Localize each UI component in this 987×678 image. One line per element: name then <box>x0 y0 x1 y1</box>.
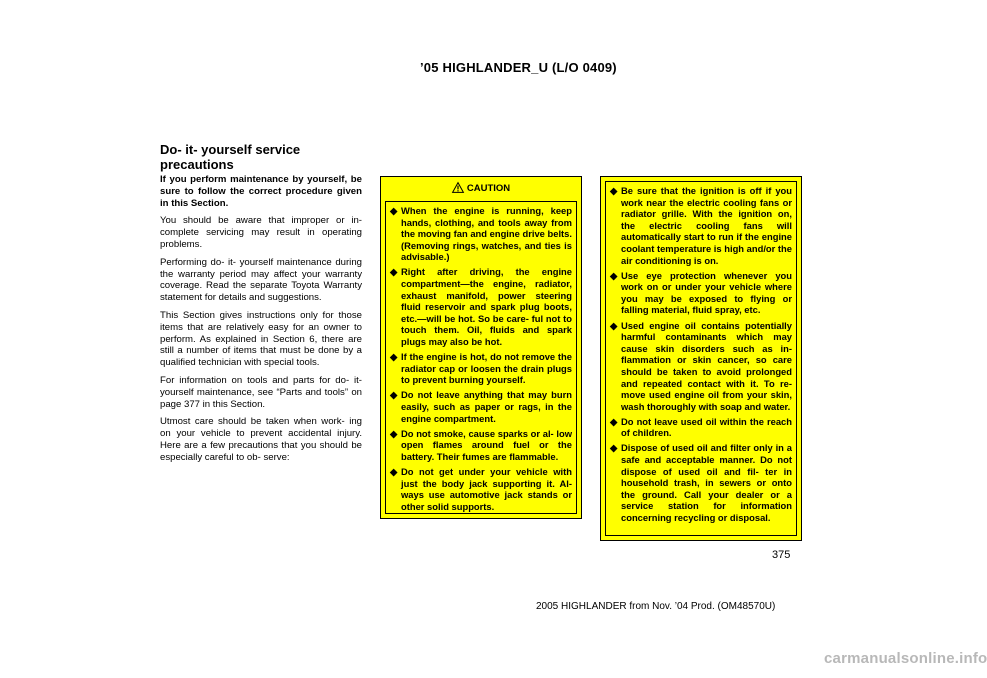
caution-heading <box>381 182 581 194</box>
caution-list <box>385 201 577 514</box>
diamond-bullet-icon: ◆ <box>610 442 618 454</box>
caution-item: ◆ Use eye protection whenever you work on or under your vehicle where you may be exposed to flying or falling material, fluid spray, etc. <box>610 269 792 316</box>
caution-item: ◆ Be sure that the ignition is off if you work near the electric cooling fans or radiator grille. With the ignition on, the electric cooling fans will automatically start to run if the engine coolant temperature is high and/or the air conditioning is on. <box>610 185 792 266</box>
diamond-bullet-icon: ◆ <box>610 185 618 196</box>
paragraph: For information on tools and parts for do- it- yourself maintenance, see “Parts and tools” on page 377 in this Section. <box>160 374 362 410</box>
caution-item: ◆ Do not get under your vehicle with just the body jack supporting it. Al- ways use automotive jack stands or other solid supports. <box>390 465 572 512</box>
caution-item: ◆ Do not leave anything that may burn easily, such as paper or rags, in the engine compartment. <box>390 389 572 424</box>
document-header: ’05 HIGHLANDER_U (L/O 0409) <box>420 60 617 75</box>
diamond-bullet-icon: ◆ <box>390 389 398 401</box>
paragraph: You should be aware that improper or in- complete servicing may result in operating problems. <box>160 215 362 250</box>
diamond-bullet-icon: ◆ <box>390 351 398 363</box>
caution-item: ◆ When the engine is running, keep hands, clothing, and tools away from the moving fan and engine drive belts. (Removing rings, watches, and ties is advisable.) <box>390 205 572 263</box>
diamond-bullet-icon: ◆ <box>390 205 398 216</box>
diamond-bullet-icon: ◆ <box>390 465 398 477</box>
paragraph: Utmost care should be taken when work- ing on your vehicle to prevent accidental injury. Here are a few precautions that you should be especially careful to ob- serve: <box>160 416 362 463</box>
diamond-bullet-icon: ◆ <box>390 266 398 278</box>
caution-item: ◆ Dispose of used oil and filter only in a safe and acceptable manner. Do not dispose of used oil and fil- ter in household trash, in sewers or onto the ground. Call your dealer or a service station for information concerning recycling or disposal. <box>610 442 792 524</box>
paragraph: This Section gives instructions only for those items that are relatively easy for an owner to perform. As explained in Section 6, there are still a number of items that must be done by a qualified technician with special tools. <box>160 309 362 369</box>
caution-item: ◆ Do not leave used oil within the reach of children. <box>610 415 792 439</box>
footer-text: 2005 HIGHLANDER from Nov. ’04 Prod. (OM48570U) <box>536 601 776 612</box>
paragraph: Performing do- it- yourself maintenance during the warranty period may affect your warranty coverage. Read the separate Toyota Warranty statement for details and suggestions. <box>160 256 362 304</box>
section-title-line-1: Do- it- yourself service <box>160 142 301 157</box>
page-number: 375 <box>772 549 791 561</box>
caution-item: ◆ Do not smoke, cause sparks or al- low open flames around fuel or the battery. Their fumes are flammable. <box>390 427 572 462</box>
intro-column <box>160 174 362 470</box>
diamond-bullet-icon: ◆ <box>390 427 398 439</box>
caution-box <box>380 176 582 519</box>
diamond-bullet-icon: ◆ <box>610 319 618 331</box>
caution-box-continued <box>600 176 802 541</box>
watermark: carmanualsonline.info <box>824 650 987 667</box>
lead-paragraph: If you perform maintenance by yourself, be sure to follow the correct procedure given in this Section. <box>160 174 362 209</box>
caution-item: ◆ Used engine oil contains potentially harmful contaminants which may cause skin disorders such as in- flammation or skin cancer, so care should be taken to avoid prolonged and repeated contact with it. To re- move used engine oil from your skin, wash thoroughly with soap and water. <box>610 319 792 412</box>
caution-item: ◆ Right after driving, the engine compartment—the engine, radiator, exhaust manifold, power steering fluid reservoir and spark plug boots, etc.—will be hot. So be care- ful not to touch them. Oil, fluids and spark plugs may also be hot. <box>390 266 572 348</box>
diamond-bullet-icon: ◆ <box>610 269 618 281</box>
warning-triangle-icon <box>452 182 464 193</box>
caution-list-continued <box>605 181 797 536</box>
caution-heading-text: CAUTION <box>466 183 511 194</box>
diamond-bullet-icon: ◆ <box>610 415 618 427</box>
caution-item: ◆ If the engine is hot, do not remove the radiator cap or loosen the drain plugs to prevent burning yourself. <box>390 351 572 386</box>
section-title <box>160 142 380 172</box>
section-title-line-2: precautions <box>160 157 234 172</box>
